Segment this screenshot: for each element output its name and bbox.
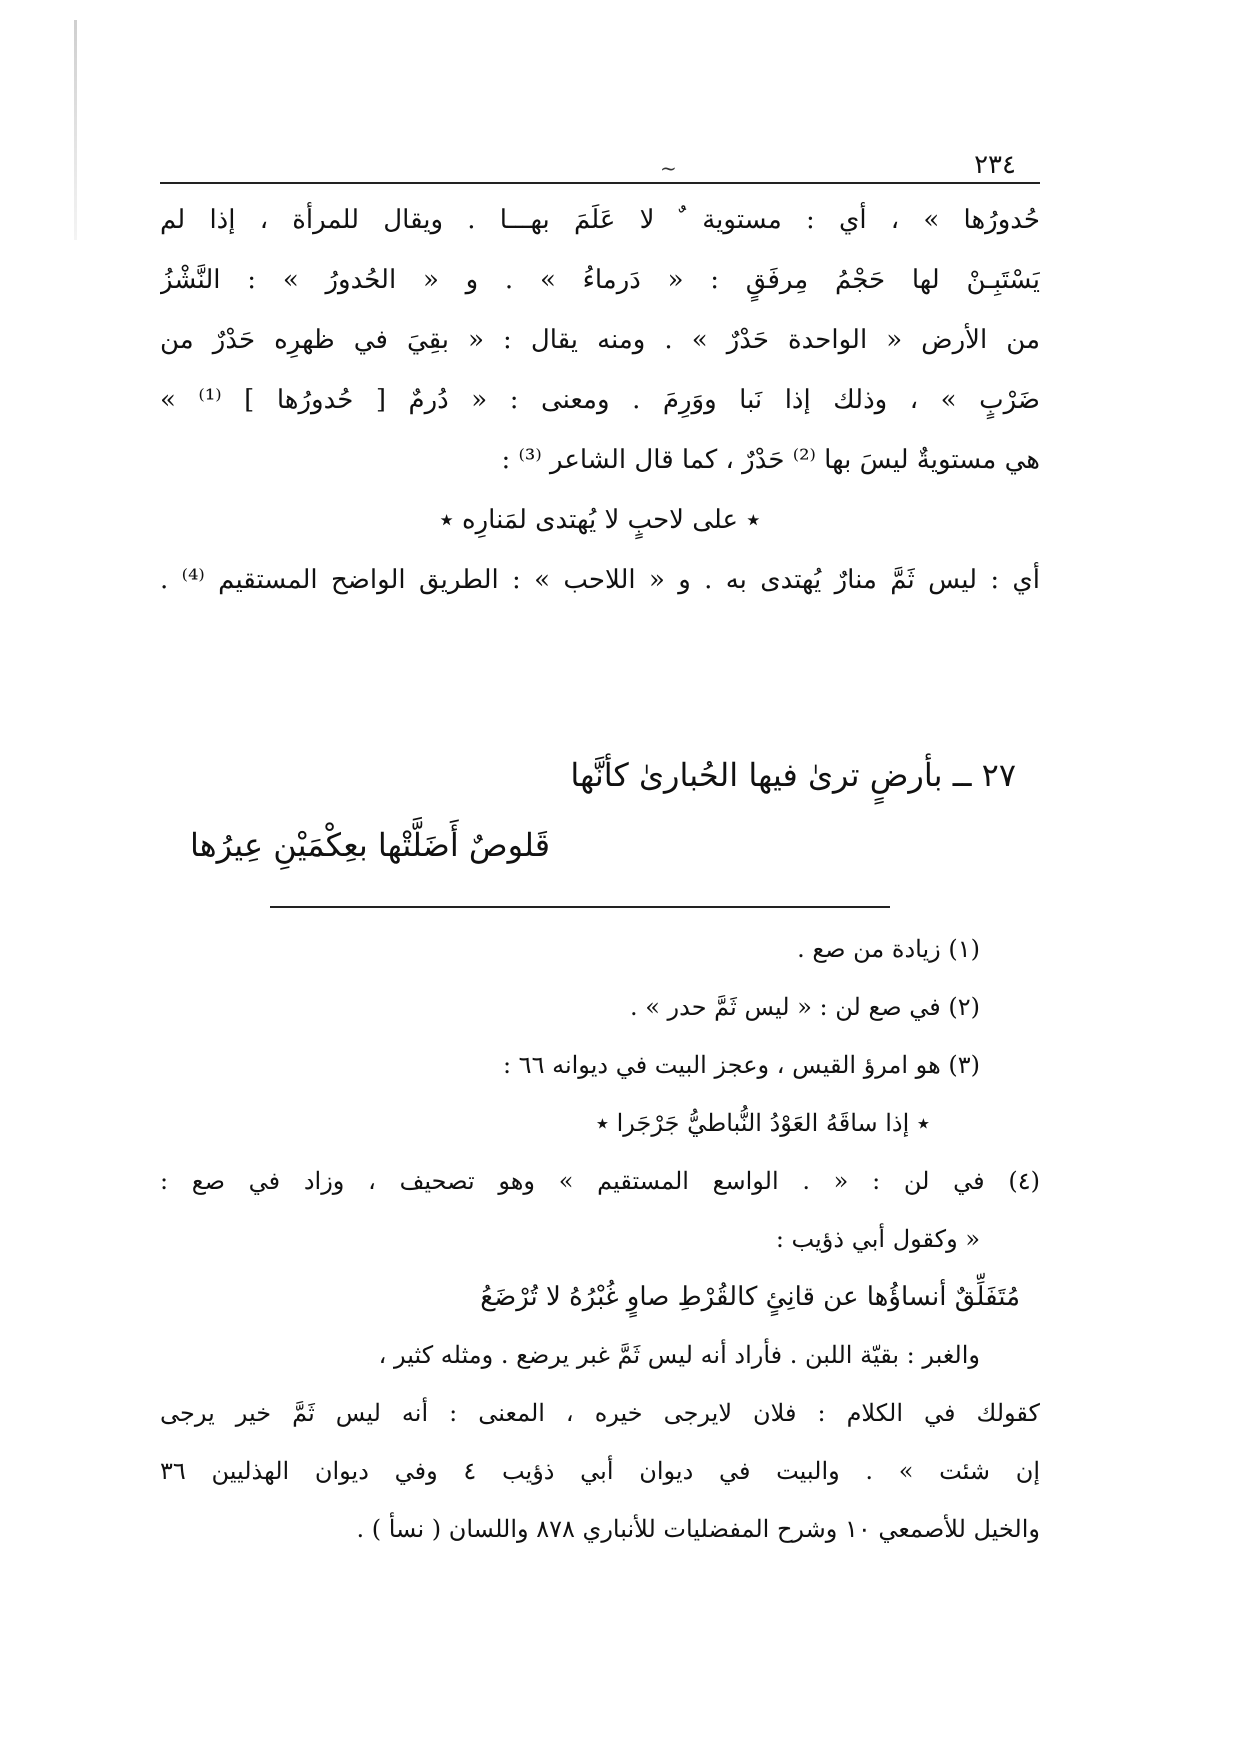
footnote-3: (٣) هو امرؤ القيس ، وعجز البيت في ديوانه ٦٦ : xyxy=(502,1051,980,1079)
header-mark: ~ xyxy=(660,156,677,180)
verse-second-half: قَلوصٌ أَضَلَّتْها بعِكْمَيْنِ عِيرُها xyxy=(190,826,550,864)
text-line: حُدورُها » ، أي : مستوية ٌ لا عَلَمَ بهـــا . ويقال للمرأة ، إذا لم xyxy=(160,205,1040,235)
verse-first-half: ٢٧ ــ بأرضٍ ترىٰ فيها الحُبارىٰ كأنَّها xyxy=(570,756,1016,794)
header-rule xyxy=(160,182,1040,184)
quoted-hemistich: ٭ على لاحبٍ لا يُهتدى لمَنارِه ٭ xyxy=(439,505,761,535)
footnote-4-verse: مُتَفَلِّقٌ أنساؤُها عن قانِئٍ كالقُرْطِ صاوٍ غُبْرُهُ لا تُرْضَعُ xyxy=(480,1282,1020,1312)
footnote-4-line: والخيل للأصمعي ١٠ وشرح المفضليات للأنباري ٨٧٨ واللسان ( نسأ ) . xyxy=(356,1515,1040,1543)
main-text xyxy=(160,190,1040,610)
footnote-1: (١) زيادة من صع . xyxy=(797,935,980,963)
text-line: هي مستويةٌ ليسَ بها ⁽²⁾ حَدْرٌ ، كما قال الشاعر ⁽³⁾ : xyxy=(501,445,1040,475)
footnote-2: (٢) في صع لن : « ليس ثَمَّ حدر » . xyxy=(629,993,980,1021)
page-number: ٢٣٤ xyxy=(974,150,1016,180)
footnote-4: (٤) في لن : « . الواسع المستقيم » وهو تصحيف ، وزاد في صع : xyxy=(160,1167,1040,1195)
footnote-4-continuation: « وكقول أبي ذؤيب : xyxy=(775,1225,980,1253)
text-line: ضَرْبٍ » ، وذلك إذا نَبا ووَرِمَ . ومعنى : « دُرمٌ [ حُدورُها ] ⁽¹⁾ » xyxy=(160,385,1040,415)
footnotes xyxy=(160,920,1040,1558)
text-line: يَسْتَبِـنْ لها حَجْمُ مِرفَقٍ : « دَرماءُ » . و « الحُدورُ » : النَّشْزُ xyxy=(160,265,1040,295)
explanation-line: أي : ليس ثَمَّ منارٌ يُهتدى به . و « اللاحب » : الطريق الواضح المستقيم ⁽⁴⁾ . xyxy=(160,565,1040,595)
footnote-4-line: كقولك في الكلام : فلان لايرجى خيره ، المعنى : أنه ليس ثَمَّ خير يرجى xyxy=(160,1399,1040,1427)
scan-edge xyxy=(74,20,77,240)
text-line: من الأرض « الواحدة حَدْرٌ » . ومنه يقال : « بقِيَ في ظهرِه حَدْرٌ من xyxy=(160,325,1040,355)
numbered-verse xyxy=(160,740,1040,880)
footnote-3-verse: ٭ إذا ساقَهُ العَوْدُ النُّباطيُّ جَرْجَرا ٭ xyxy=(595,1109,930,1137)
footnote-rule xyxy=(270,906,890,908)
footnote-4-line: والغبر : بقيّة اللبن . فأراد أنه ليس ثَمَّ غبر يرضع . ومثله كثير ، xyxy=(378,1341,980,1369)
footnote-4-line: إن شئت » . والبيت في ديوان أبي ذؤيب ٤ وفي ديوان الهذليين ٣٦ xyxy=(160,1457,1040,1485)
